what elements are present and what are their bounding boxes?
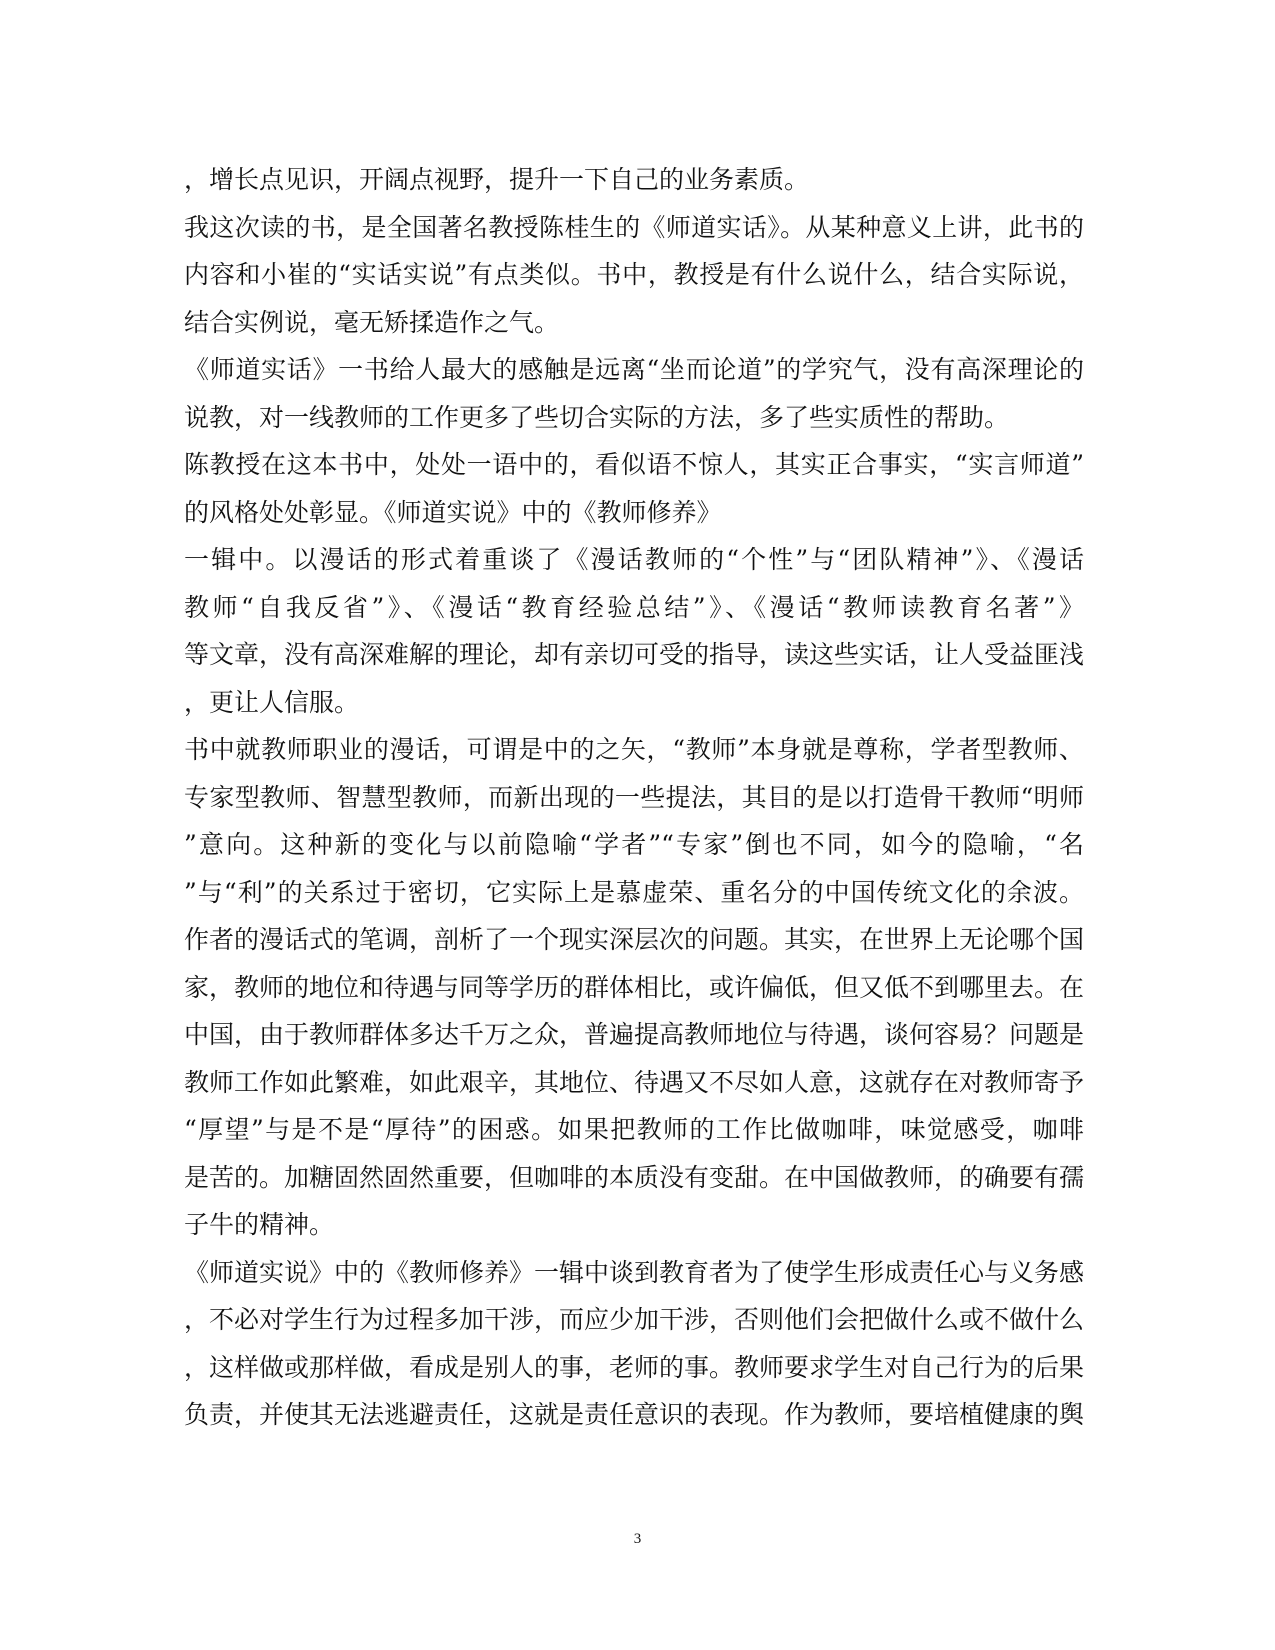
text-line: 负责，并使其无法逃避责任，这就是责任意识的表现。作为教师，要培植健康的舆 (184, 1400, 1084, 1429)
text-line: 家，教师的地位和待遇与同等学历的群体相比，或许偏低，但又低不到哪里去。在 (184, 972, 1084, 1002)
text-line: ，更让人信服。 (184, 687, 360, 717)
text-line: 说教，对一线教师的工作更多了些切合实际的方法，多了些实质性的帮助。 (184, 402, 1010, 432)
text-line: 是苦的。加糖固然固然重要，但咖啡的本质没有变甜。在中国做教师，的确要有孺 (184, 1162, 1084, 1192)
text-line: 内容和小崔的“实话实说”有点类似。书中，教授是有什么说什么，结合实际说， (184, 260, 1084, 289)
text-line: 教师工作如此繁难，如此艰辛，其地位、待遇又不尽如人意，这就存在对教师寄予 (184, 1067, 1084, 1097)
text-line: 专家型教师、智慧型教师，而新出现的一些提法，其目的是以打造骨干教师“明师 (184, 782, 1084, 812)
text-line: 中国，由于教师群体多达千万之众，普遍提高教师地位与待遇，谈何容易？问题是 (184, 1020, 1084, 1049)
text-line: ”意向。这种新的变化与以前隐喻“学者”“专家”倒也不同，如今的隐喻，“名 (184, 830, 1084, 859)
text-line: ，增长点见识，开阔点视野，提升一下自己的业务素质。 (184, 165, 810, 194)
text-line: ”与“利”的关系过于密切，它实际上是慕虚荣、重名分的中国传统文化的余波。 (184, 877, 1084, 907)
text-line: 《师道实说》中的《教师修养》一辑中谈到教育者为了使学生形成责任心与义务感 (184, 1257, 1084, 1287)
text-line: 作者的漫话式的笔调，剖析了一个现实深层次的问题。其实，在世界上无论哪个国 (184, 925, 1084, 954)
text-line: 我这次读的书，是全国著名教授陈桂生的《师道实话》。从某种意义上讲，此书的 (184, 212, 1084, 242)
text-line: 等文章，没有高深难解的理论，却有亲切可受的指导，读这些实话，让人受益匪浅 (184, 640, 1084, 669)
text-line: “厚望”与是不是“厚待”的困惑。如果把教师的工作比做咖啡，味觉感受，咖啡 (184, 1115, 1084, 1144)
body-text (184, 156, 1084, 1439)
text-line: 一辑中。以漫话的形式着重谈了《漫话教师的“个性”与“团队精神”》、《漫话 (184, 545, 1084, 574)
text-line: 子牛的精神。 (184, 1210, 335, 1239)
text-line: 结合实例说，毫无矫揉造作之气。 (184, 307, 560, 337)
text-line: 的风格处处彰显。《师道实说》中的《教师修养》 (184, 497, 722, 527)
text-line: 书中就教师职业的漫话，可谓是中的之矢，“教师”本身就是尊称，学者型教师、 (184, 735, 1084, 764)
text-line: ，这样做或那样做，看成是别人的事，老师的事。教师要求学生对自己行为的后果 (184, 1352, 1084, 1382)
text-line: 教师“自我反省”》、《漫话“教育经验总结”》、《漫话“教师读教育名著”》 (184, 592, 1084, 622)
text-line: 《师道实话》一书给人最大的感触是远离“坐而论道”的学究气，没有高深理论的 (184, 355, 1084, 384)
text-line: ，不必对学生行为过程多加干涉，而应少加干涉，否则他们会把做什么或不做什么 (184, 1305, 1084, 1334)
page-number: 3 (633, 1531, 642, 1547)
text-line: 陈教授在这本书中，处处一语中的，看似语不惊人，其实正合事实，“实言师道” (184, 450, 1084, 479)
